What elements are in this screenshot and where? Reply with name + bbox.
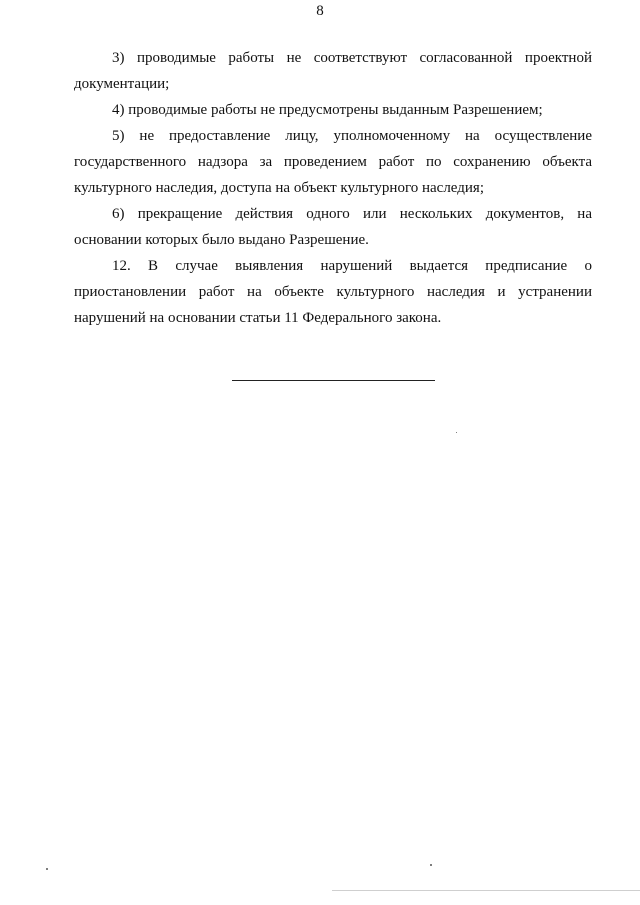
scan-speck	[456, 432, 457, 433]
list-item-5: 5) не предоставление лицу, уполномоченному на осуществление государственного надзора за проведением работ по сохранению объекта культурного наследия, доступа на объект культурного наследия;	[74, 128, 592, 196]
scan-speck	[430, 864, 432, 866]
clause-12: 12. В случае выявления нарушений выдается предписание о приостановлении работ на объекте культурного наследия и устранении нарушений на основании статьи 11 Федерального закона.	[74, 258, 592, 326]
document-body	[74, 45, 592, 331]
page-number: 8	[316, 3, 324, 19]
list-item-3: 3) проводимые работы не соответствуют согласованной проектной документации;	[74, 50, 592, 92]
end-separator-line	[232, 380, 435, 381]
list-item-4: 4) проводимые работы не предусмотрены выданным Разрешением;	[112, 102, 543, 118]
list-item-6: 6) прекращение действия одного или нескольких документов, на основании которых было выдано Разрешение.	[74, 206, 592, 248]
scan-speck	[46, 868, 48, 870]
scan-edge-line	[332, 890, 640, 891]
